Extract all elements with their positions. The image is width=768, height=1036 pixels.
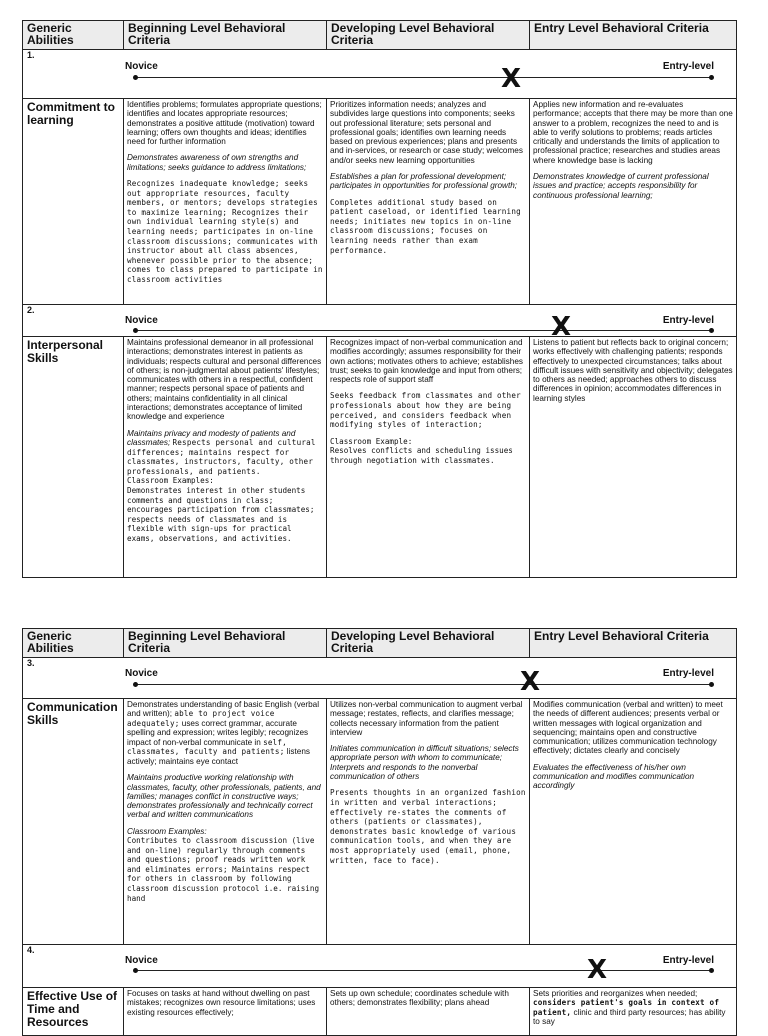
rubric-table-2 [22, 628, 736, 1036]
criteria-italic: Maintains privacy and modesty of patients and classmates; [127, 428, 296, 447]
beginning-criteria [124, 99, 327, 305]
criteria-text: Maintains professional demeanor in all professional interactions; demonstrates interest in patients as individuals; respects cultural and personal differences of others; is non-judgmental about patients' lifestyles; communicates with others in a respectful, confident manner; respects personal space of patients and others; maintains confidentiality in all clinical interactions; demonstrates acceptance of limited knowledge and experience [127, 338, 322, 422]
criteria-text: Identifies problems; formulates appropriate questions; identifies and locates appropriate resources; demonstrates a positive attitude (motivation) toward learning; offers own thoughts and ideas; identifies need for further information [127, 100, 322, 147]
criteria-text: Sets priorities and reorganizes when needed; [533, 989, 698, 998]
scale-start-dot [133, 682, 138, 687]
beginning-criteria [124, 988, 327, 1036]
criteria-text: Utilizes non-verbal communication to augment verbal message; restates, reflects, and clarifies message; collects necessary information from the patient interview [330, 700, 523, 737]
entry-criteria [530, 99, 737, 305]
novice-label: Novice [125, 61, 158, 72]
header-beginning: Beginning Level Behavioral Criteria [124, 629, 327, 658]
ability-row-4 [23, 988, 737, 1036]
beginning-criteria [124, 699, 327, 945]
criteria-text: listens actively; maintains eye contact [127, 747, 310, 766]
scale-row-3 [23, 658, 737, 699]
developing-criteria [327, 988, 530, 1036]
criteria-text: uses correct grammar, accurate spelling and expression; writes legibly; recognizes impact of non-verbal communicate in [127, 718, 309, 747]
developing-criteria [327, 699, 530, 945]
ability-row-1 [23, 99, 737, 305]
classroom-examples: Contributes to classroom discussion (live and on-line) regularly through comments and questions; proof reads written work and eliminates errors; Maintains respect for others in classroom by following classroom discussion protocol i.e. raising hand [127, 836, 320, 903]
scale-end-dot [709, 968, 714, 973]
criteria-text: Listens to patient but reflects back to original concern; works effectively with challenging patients; responds effectively to unexpected circumstances; talks about difficult issues with sensitivity and objectivity; delegates to others as needed; approaches others to discuss differences in opinion; accommodates differences in learning styles [533, 338, 733, 403]
classroom-example: Resolves conflicts and scheduling issues through negotiation with classmates. [330, 446, 513, 466]
handwritten-mark: X [520, 667, 541, 697]
scale-line [135, 330, 712, 331]
classroom-examples: Demonstrates interest in other students comments and questions in class; encourages participation from classmates; respects needs of classmates and is flexible with sign-ups for practical exams, observations, and activities. [127, 485, 315, 543]
criteria-text: Recognizes impact of non-verbal communication and modifies accordingly; assumes responsibility for their own actions; motivates others to achieve; establishes trust; seeks to gain knowledge and input from others; respects role of support staff [330, 338, 523, 385]
entry-criteria [530, 988, 737, 1036]
ability-number: 4. [27, 945, 35, 955]
handwritten-mark: X [551, 312, 572, 342]
criteria-text: Applies new information and re-evaluates performance; accepts that there may be more than one answer to a problem, recognizes the need to and is able to verify solutions to problems; reads articles critically and understands the limits of application to professional practice; researches and studies areas where knowledge base is lacking [533, 100, 733, 165]
criteria-italic: Initiates communication in difficult situations; selects appropriate person with whom to communicate; Interprets and responds to the nonverbal communication of others [330, 744, 519, 782]
header-developing: Developing Level Behavioral Criteria [327, 21, 530, 50]
criteria-handwritten: Completes additional study based on patient caseload, or identified learning needs; initiates new topics in on-line classroom discussions; focuses on learning needs rather than exam performance. [330, 197, 521, 255]
novice-label: Novice [125, 955, 158, 966]
criteria-handwritten: self, classmates, faculty and patients; [127, 737, 287, 757]
ability-name: Effective Use of Time and Resources [23, 988, 124, 1036]
header-generic-abilities: Generic Abilities [23, 629, 124, 658]
header-generic-abilities: Generic Abilities [23, 21, 124, 50]
criteria-text: Modifies communication (verbal and written) to meet the needs of different audiences; presents verbal or written messages with logical organization and sequencing; maintains open and constructive communication; utilizes communication technology effectively; dictates clearly and concisely [533, 700, 723, 756]
criteria-handwritten: Recognizes inadequate knowledge; seeks out appropriate resources, faculty members, or mentors; develops strategies to maximize learning; Recognizes their own individual learning style(s) and learning needs; participates in on-line classroom discussions; communicates with instructor about all class absences, whenever possible prior to the absence; comes to class prepared to participate in classroom activities [127, 179, 323, 285]
classroom-examples-label: Classroom Examples: [127, 826, 207, 836]
ability-number: 2. [27, 305, 35, 315]
developing-criteria [327, 99, 530, 305]
criteria-text: Focuses on tasks at hand without dwelling on past mistakes; recognizes own resource limitations; uses existing resources effectively; [127, 989, 316, 1017]
scale-start-dot [133, 328, 138, 333]
header-developing: Developing Level Behavioral Criteria [327, 629, 530, 658]
criteria-italic: Demonstrates awareness of own strengths and limitations; seeks guidance to address limitations; [127, 153, 307, 172]
rubric-table-1 [22, 20, 736, 578]
novice-label: Novice [125, 668, 158, 679]
ability-row-2 [23, 337, 737, 578]
table-header-row [23, 21, 737, 50]
handwritten-mark: X [587, 955, 608, 985]
criteria-handwritten: Presents thoughts in an organized fashion in written and verbal interactions; effectively re-states the comments of others (patients or classmates), demonstrates basic knowledge of various communication tools, and when they are most appropriately used (email, phone, written, face to face). [330, 788, 526, 865]
entry-level-label: Entry-level [662, 955, 714, 966]
scale-row-2 [23, 305, 737, 337]
ability-name: Commitment to learning [23, 99, 124, 305]
novice-label: Novice [125, 315, 158, 326]
criteria-text: Demonstrates understanding of basic English (verbal and written); [127, 700, 320, 719]
entry-criteria [530, 699, 737, 945]
scale-line [135, 970, 712, 971]
beginning-criteria [124, 337, 327, 578]
scale-line [135, 684, 712, 685]
scale-end-dot [709, 682, 714, 687]
scale-end-dot [709, 75, 714, 80]
criteria-text: clinic and third party resources; has ability to say [533, 1007, 726, 1027]
ability-number: 3. [27, 658, 35, 668]
classroom-examples-label: Classroom Examples: [127, 476, 214, 486]
scale-end-dot [709, 328, 714, 333]
entry-level-label: Entry-level [662, 61, 714, 72]
classroom-example-label: Classroom Example: [330, 436, 413, 446]
scale-start-dot [133, 968, 138, 973]
handwritten-mark: X [501, 64, 522, 94]
criteria-handwritten: Respects personal and cultural differences; maintains respect for classmates, instructors, faculty, other professionals, and patients. [127, 437, 316, 476]
criteria-handwritten: Seeks feedback from classmates and other professionals about how they are being perceived, and considers feedback when modifying styles of interaction; [330, 391, 521, 430]
developing-criteria [327, 337, 530, 578]
criteria-italic: Maintains productive working relationship with classmates, faculty, other professionals, patients, and families; manages conflict in constructive ways; demonstrates professionally and technically correct verbal and written communications [127, 773, 321, 820]
criteria-handwritten: able to project voice adequately; [127, 709, 275, 728]
scale-row-4 [23, 945, 737, 988]
header-entry: Entry Level Behavioral Criteria [530, 21, 737, 50]
ability-number: 1. [27, 50, 35, 60]
criteria-italic: Establishes a plan for professional development; participates in opportunities for professional growth; [330, 172, 518, 191]
entry-level-label: Entry-level [662, 315, 714, 326]
criteria-italic: Demonstrates knowledge of current professional issues and practice; accepts responsibility for continuous professional learning; [533, 172, 709, 200]
criteria-text: Prioritizes information needs; analyzes and subdivides large questions into components; seeks out professional literature; sets personal and professional goals; identifies own learning needs based on previous experiences; plans and presents and in-services, or research or case study; welcomes and/or seeks new learning opportunities [330, 100, 523, 165]
ability-row-3 [23, 699, 737, 945]
entry-level-label: Entry-level [662, 668, 714, 679]
scale-row-1 [23, 50, 737, 99]
header-beginning: Beginning Level Behavioral Criteria [124, 21, 327, 50]
criteria-handwritten: considers patient's goals in context of patient, [533, 998, 720, 1017]
criteria-italic: Evaluates the effectiveness of his/her own communication and modifies communication accordingly [533, 762, 695, 791]
scale-line [135, 77, 712, 78]
scale-start-dot [133, 75, 138, 80]
table-header-row [23, 629, 737, 658]
criteria-text: Sets up own schedule; coordinates schedule with others; demonstrates flexibility; plans ahead [330, 989, 509, 1008]
header-entry: Entry Level Behavioral Criteria [530, 629, 737, 658]
ability-name: Interpersonal Skills [23, 337, 124, 578]
entry-criteria [530, 337, 737, 578]
ability-name: Communication Skills [23, 699, 124, 945]
